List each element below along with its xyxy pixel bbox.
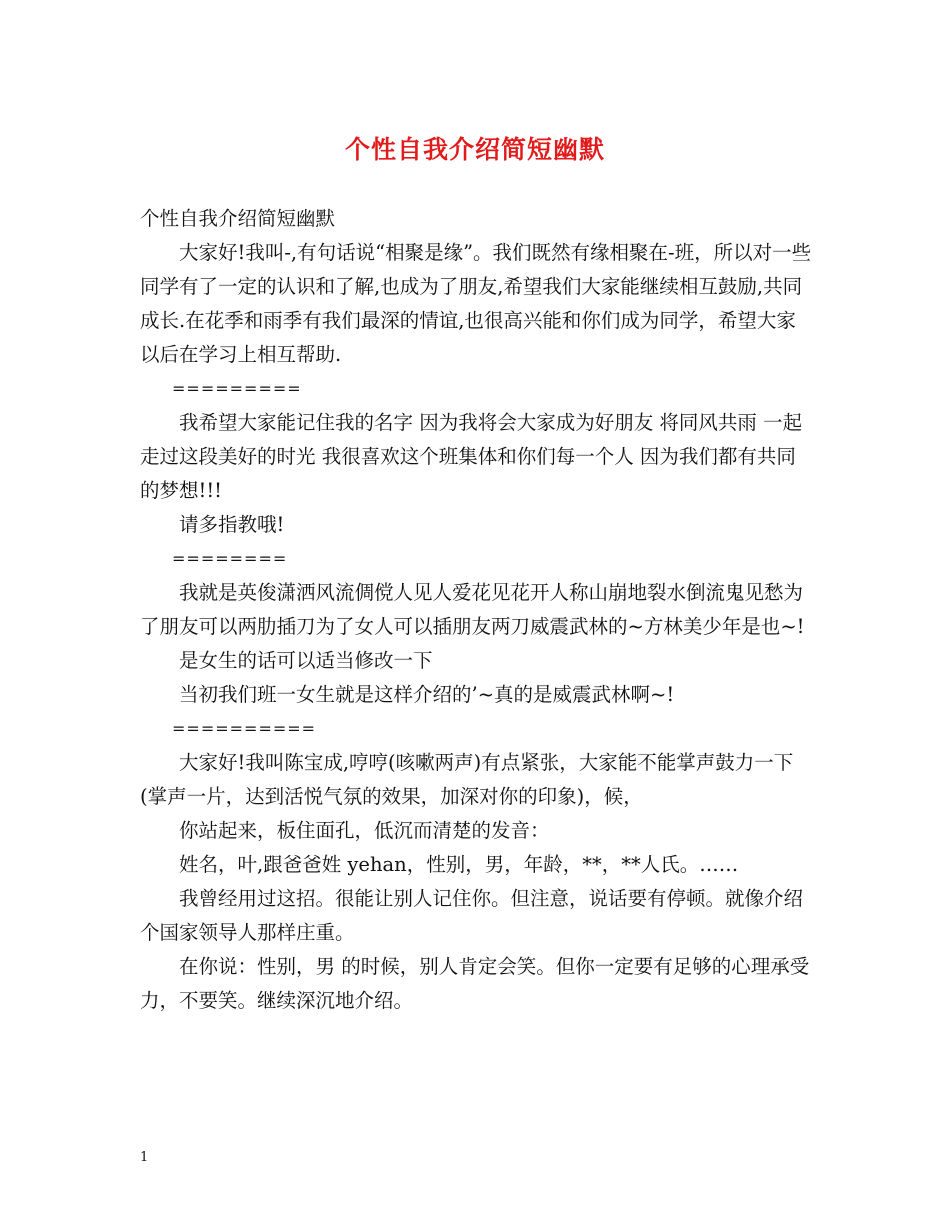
paragraph: 姓名，叶,跟爸爸姓 yehan，性别，男，年龄，**，**人氏。…… [179, 853, 739, 876]
document-body [140, 202, 812, 1018]
paragraph: 是女生的话可以适当修改一下 [179, 649, 433, 672]
page-number: 1 [140, 1150, 149, 1165]
separator: ========== [172, 719, 317, 738]
paragraph: 我就是英俊潇洒风流倜傥人见人爱花见花开人称山崩地裂水倒流鬼见愁为了朋友可以两肋插刀为了女人可以插朋友两刀威震武林的~方林美少年是也~! [140, 581, 805, 638]
separator: ========= [172, 379, 302, 398]
paragraph: 我希望大家能记住我的名字 因为我将会大家成为好朋友 将同风共雨 一起走过这段美好的时光 我很喜欢这个班集体和你们每一个人 因为我们都有共同的梦想!!! [140, 411, 803, 502]
paragraph: 当初我们班一女生就是这样介绍的’~真的是威震武林啊~! [179, 683, 675, 706]
paragraph: 我曾经用过这招。很能让别人记住你。但注意，说话要有停顿。就像介绍个国家领导人那样庄重。 [140, 887, 804, 944]
paragraph: 大家好!我叫-,有句话说“相聚是缘”。我们既然有缘相聚在-班，所以对一些同学有了一定的认识和了解,也成为了朋友,希望我们大家能继续相互鼓励,共同成长.在花季和雨季有我们最深的情谊,也很高兴能和你们成为同学，希望大家以后在学习上相互帮助. [140, 241, 812, 366]
separator: ======== [172, 549, 288, 568]
paragraph: 大家好!我叫陈宝成,哼哼(咳嗽两声)有点紧张，大家能不能掌声鼓力一下(掌声一片，达到活悦气氛的效果，加深对你的印象)，候， [140, 751, 794, 808]
paragraph: 你站起来，板住面孔，低沉而清楚的发音： [179, 819, 550, 842]
document-title: 个性自我介绍简短幽默 [344, 135, 605, 164]
paragraph-heading: 个性自我介绍简短幽默 [140, 207, 336, 230]
paragraph: 请多指教哦! [179, 513, 285, 536]
paragraph: 在你说：性别，男 的时候，别人肯定会笑。但你一定要有足够的心理承受力，不要笑。继续深沉地介绍。 [140, 955, 810, 1012]
